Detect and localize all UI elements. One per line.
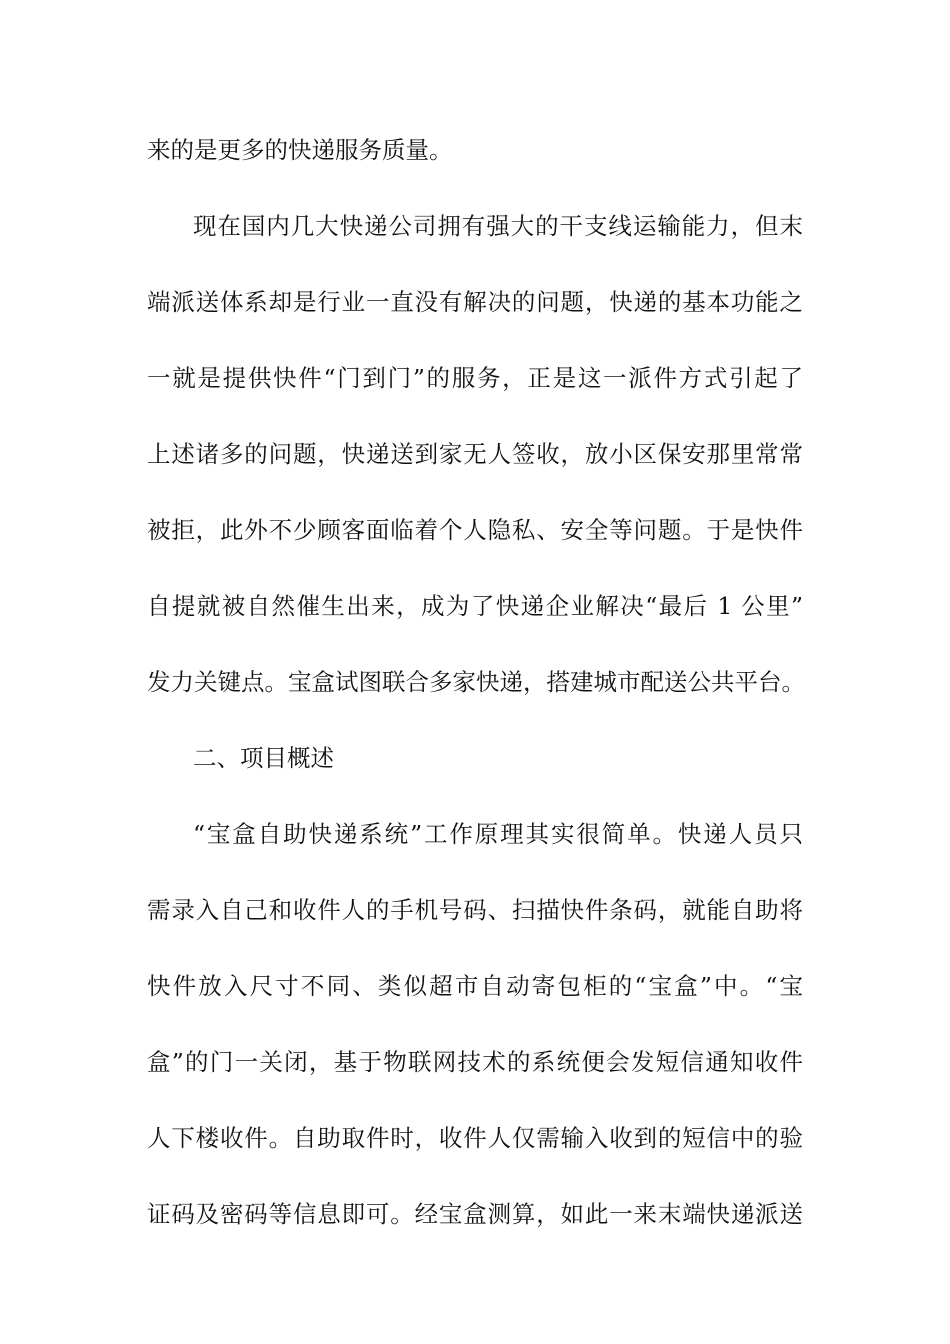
paragraph-line: 端派送体系却是行业一直没有解决的问题，快递的基本功能之: [147, 288, 803, 316]
paragraph-line: 现在国内几大快递公司拥有强大的干支线运输能力，但末: [193, 212, 803, 240]
paragraph-line: 被拒，此外不少顾客面临着个人隐私、安全等问题。于是快件: [147, 516, 803, 544]
paragraph-line: 需录入自己和收件人的手机号码、扫描快件条码，就能自助将: [147, 896, 803, 924]
paragraph-line: 一就是提供快件“门到门”的服务，正是这一派件方式引起了: [147, 364, 803, 392]
paragraph-line: 快件放入尺寸不同、类似超市自动寄包柜的“宝盒”中。“宝: [147, 972, 803, 1000]
paragraph-line: 证码及密码等信息即可。经宝盒测算，如此一来末端快递派送: [147, 1200, 803, 1228]
paragraph-line: 人下楼收件。自助取件时，收件人仅需输入收到的短信中的验: [147, 1124, 803, 1152]
paragraph-line: 上述诸多的问题，快递送到家无人签收，放小区保安那里常常: [147, 440, 803, 468]
section-heading: 二、项目概述: [193, 744, 334, 772]
paragraph-line: “宝盒自助快递系统”工作原理其实很简单。快递人员只: [193, 820, 803, 848]
paragraph-line: 来的是更多的快递服务质量。: [147, 136, 453, 164]
paragraph-line: 发力关键点。宝盒试图联合多家快递，搭建城市配送公共平台。: [147, 668, 805, 696]
paragraph-line: 盒”的门一关闭，基于物联网技术的系统便会发短信通知收件: [147, 1048, 803, 1076]
paragraph-line: 自提就被自然催生出来，成为了快递企业解决“最后 1 公里”: [147, 592, 803, 620]
